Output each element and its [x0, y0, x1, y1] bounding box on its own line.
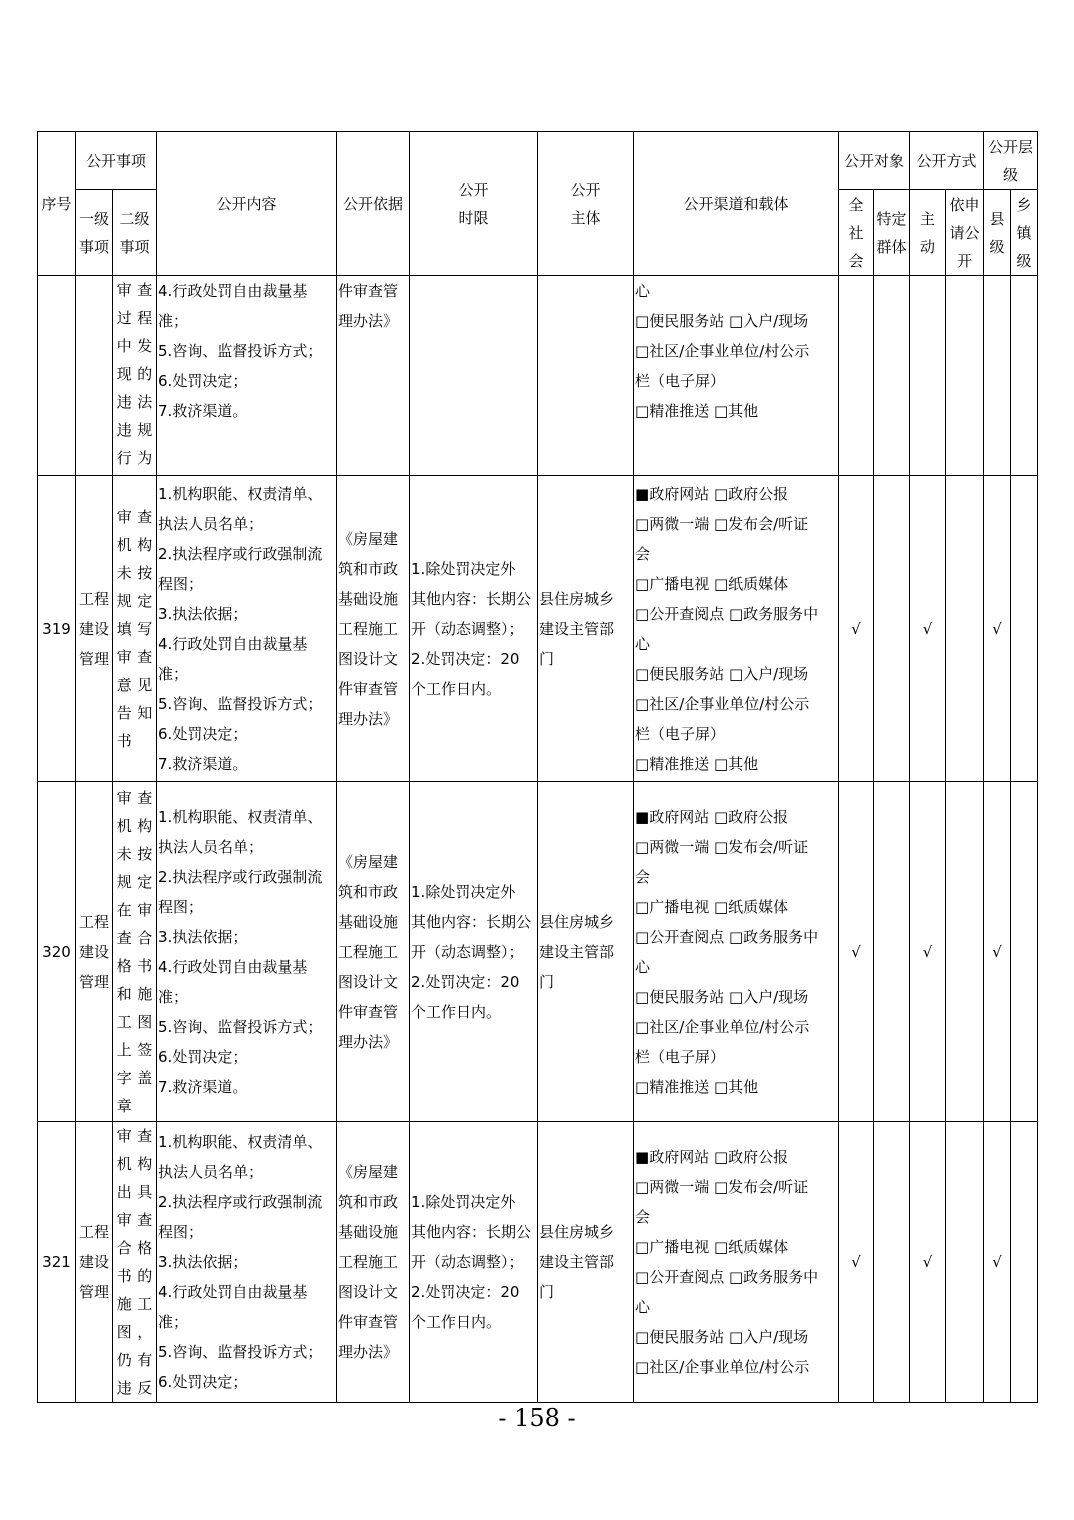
level2-char: 程 [137, 309, 153, 327]
cell-method-active-check: √ [910, 782, 946, 1122]
cell-level1: 工程 建设 管理 [76, 782, 113, 1122]
cell-level1: 工程 建设 管理 [76, 476, 113, 782]
cell-obj-all-check: √ [839, 476, 874, 782]
level2-char: 合 [137, 928, 153, 947]
channel-line: □社区/企事业单位/村公示 [635, 694, 810, 713]
level2-char: 见 [137, 675, 153, 694]
disclosure-table [37, 131, 1038, 1403]
channel-line: □便民服务站 □入户/现场 [635, 312, 809, 330]
cell-time-limit: 1.除处罚决定外 其他内容：长期公 开（动态调整）； 2.处罚决定：20 个工作日内。 [410, 782, 538, 1122]
channel-line: 会 [635, 544, 651, 563]
level2-char [135, 1092, 156, 1120]
level2-char: 审 [116, 1127, 132, 1145]
level2-char: 中 [116, 337, 132, 355]
cell-level2 [113, 476, 157, 782]
level2-char: 违 [116, 393, 132, 411]
level2-char: 在 [116, 900, 132, 919]
channel-line: □两微一端 □发布会/听证 [635, 837, 809, 856]
cell-level-county-check: √ [984, 782, 1011, 1122]
cell-obj-all-check [839, 276, 874, 476]
level2-char: 审 [116, 507, 132, 526]
cell-seq: 321 [38, 1122, 76, 1403]
level2-char: 按 [137, 844, 153, 863]
level2-char: 机 [116, 535, 132, 554]
level2-char: 书 [137, 956, 153, 975]
level2-char: 合 [116, 1239, 132, 1257]
level2-char: 知 [137, 703, 153, 722]
level2-char: 上 [116, 1040, 132, 1059]
cell-subject: 县住房城乡 建设主管部 门 [538, 476, 634, 782]
cell-level1 [76, 276, 113, 476]
header-level2: 二级 事项 [113, 190, 157, 276]
header-items-group: 公开事项 [76, 132, 157, 190]
header-channel: 公开渠道和载体 [634, 132, 839, 276]
header-level-county: 县 级 [984, 190, 1011, 276]
channel-line: 栏（电子屏） [635, 372, 726, 390]
level2-char: 填 [116, 619, 132, 638]
channel-line: □便民服务站 □入户/现场 [635, 987, 809, 1006]
cell-level2 [113, 782, 157, 1122]
level2-char: 定 [137, 591, 153, 610]
cell-subject: 县住房城乡 建设主管部 门 [538, 1122, 634, 1403]
level2-char: 审 [137, 900, 153, 919]
level2-char: 规 [116, 872, 132, 891]
cell-time-limit [410, 276, 538, 476]
level2-char: 审 [116, 647, 132, 666]
page-number: - 158 - [498, 1404, 576, 1432]
level2-char: 法 [137, 393, 153, 411]
level2-char: 书 [116, 1267, 132, 1285]
channel-line: 栏（电子屏） [635, 724, 726, 743]
level2-text-grid [114, 784, 155, 1120]
header-method-apply: 依申 请公 开 [946, 190, 984, 276]
level2-char: 查 [137, 647, 153, 666]
cell-channel [634, 476, 839, 782]
level2-char: 图 [137, 1012, 153, 1031]
channel-line: 心 [635, 634, 651, 653]
channel-line: □广播电视 □纸质媒体 [635, 1238, 789, 1256]
level2-char: 查 [116, 928, 132, 947]
cell-basis: 件审查管 理办法》 [337, 276, 410, 476]
header-obj-all: 全 社 会 [839, 190, 874, 276]
cell-level1: 工程 建设 管理 [76, 1122, 113, 1403]
cell-method-apply-check [946, 1122, 984, 1403]
level2-text-grid [114, 276, 155, 472]
cell-subject: 县住房城乡 建设主管部 门 [538, 782, 634, 1122]
level2-char: 图 [116, 1323, 132, 1341]
channel-line: 心 [635, 957, 651, 976]
cell-basis: 《房屋建 筑和市政 基础设施 工程施工 图设计文 件审查管 理办法》 [337, 1122, 410, 1403]
channel-line: ■政府网站 □政府公报 [635, 807, 789, 826]
cell-time-limit: 1.除处罚决定外 其他内容：长期公 开（动态调整）； 2.处罚决定：20 个工作日内。 [410, 476, 538, 782]
level2-text-grid [114, 1122, 155, 1402]
channel-line: ■政府网站 □政府公报 [635, 1148, 789, 1166]
channel-line: □公开查阅点 □政务服务中 [635, 604, 819, 623]
level2-char: 格 [116, 956, 132, 975]
channel-line: □公开查阅点 □政务服务中 [635, 1268, 819, 1286]
header-time-limit: 公开 时限 [410, 132, 538, 276]
level2-char: 机 [116, 1155, 132, 1173]
cell-level-town-check [1011, 476, 1038, 782]
header-content: 公开内容 [157, 132, 337, 276]
level2-char: 规 [137, 421, 153, 439]
channel-line: 心 [635, 282, 651, 300]
cell-content: 4.行政处罚自由裁量基准； 5.咨询、监督投诉方式； 6.处罚决定； 7.救济渠道。 [157, 276, 337, 476]
level2-char: 审 [116, 1211, 132, 1229]
level2-char: 的 [137, 365, 153, 383]
cell-level2 [113, 276, 157, 476]
level2-char: 过 [116, 309, 132, 327]
header-object-group: 公开对象 [839, 132, 910, 190]
cell-method-active-check: √ [910, 476, 946, 782]
level2-char: 格 [137, 1239, 153, 1257]
level2-char: 反 [137, 1379, 153, 1397]
header-seq: 序号 [38, 132, 76, 276]
level2-char: 查 [137, 507, 153, 526]
level2-char: 违 [116, 1379, 132, 1397]
channel-line: 会 [635, 1208, 651, 1226]
level2-char: 规 [116, 591, 132, 610]
channel-line: □精准推送 □其他 [635, 1077, 759, 1096]
table-row [38, 476, 1038, 782]
level2-char: 定 [137, 872, 153, 891]
cell-subject [538, 276, 634, 476]
cell-seq: 319 [38, 476, 76, 782]
level2-char: 构 [137, 535, 153, 554]
level2-char: 盖 [137, 1068, 153, 1087]
level2-char: 的 [137, 1267, 153, 1285]
level2-char: 工 [137, 1295, 153, 1313]
cell-obj-specific-check [874, 476, 910, 782]
channel-line: 栏（电子屏） [635, 1047, 726, 1066]
cell-obj-specific-check [874, 276, 910, 476]
level2-char: 工 [116, 1012, 132, 1031]
level2-char: 发 [137, 337, 153, 355]
level2-char: 构 [137, 816, 153, 835]
cell-content: 1.机构职能、权责清单、 执法人员名单； 2.执法程序或行政强制流 程图； 3.执法依据； 4.行政处罚自由裁量基 准； 5.咨询、监督投诉方式； 6.处罚决定； [157, 1122, 337, 1403]
cell-method-active-check: √ [910, 1122, 946, 1403]
header-obj-specific: 特定 群体 [874, 190, 910, 276]
table-row [38, 1122, 1038, 1403]
cell-obj-all-check: √ [839, 782, 874, 1122]
level2-char: 查 [137, 281, 153, 299]
level2-char: 现 [116, 365, 132, 383]
level2-char: 章 [116, 1096, 132, 1115]
table-row [38, 782, 1038, 1122]
cell-channel [634, 1122, 839, 1403]
cell-level-town-check [1011, 1122, 1038, 1403]
header-level-town: 乡 镇 级 [1011, 190, 1038, 276]
channel-line: ■政府网站 □政府公报 [635, 484, 789, 503]
level2-char: 按 [137, 563, 153, 582]
level2-char: 有 [137, 1351, 153, 1369]
channel-line: □便民服务站 □入户/现场 [635, 1328, 809, 1346]
table-body [38, 276, 1038, 1403]
channel-line: □精准推送 □其他 [635, 402, 759, 420]
channel-line: 心 [635, 1298, 651, 1316]
level2-char: 和 [116, 984, 132, 1003]
cell-basis: 《房屋建 筑和市政 基础设施 工程施工 图设计文 件审查管 理办法》 [337, 782, 410, 1122]
header-level1: 一级 事项 [76, 190, 113, 276]
level2-char: 未 [116, 844, 132, 863]
cell-obj-all-check: √ [839, 1122, 874, 1403]
level2-char: 仍 [116, 1351, 132, 1369]
disclosure-table-page [37, 131, 1037, 1403]
level2-char: 行 [116, 449, 132, 467]
level2-char: 查 [137, 1211, 153, 1229]
level2-char: 查 [137, 1127, 153, 1145]
cell-channel [634, 276, 839, 476]
header-method-group: 公开方式 [910, 132, 984, 190]
channel-line: □广播电视 □纸质媒体 [635, 897, 789, 916]
channel-line: □公开查阅点 □政务服务中 [635, 927, 819, 946]
cell-level-county-check [984, 276, 1011, 476]
cell-level-town-check [1011, 276, 1038, 476]
level2-char: 施 [137, 984, 153, 1003]
cell-time-limit: 1.除处罚决定外 其他内容：长期公 开（动态调整）； 2.处罚决定：20 个工作日内。 [410, 1122, 538, 1403]
cell-content: 1.机构职能、权责清单、 执法人员名单； 2.执法程序或行政强制流 程图； 3.执法依据； 4.行政处罚自由裁量基 准； 5.咨询、监督投诉方式； 6.处罚决定； 7.救济渠道。 [157, 476, 337, 782]
level2-char: 签 [137, 1040, 153, 1059]
channel-line: □两微一端 □发布会/听证 [635, 1178, 809, 1196]
cell-content: 1.机构职能、权责清单、 执法人员名单； 2.执法程序或行政强制流 程图； 3.执法依据； 4.行政处罚自由裁量基 准； 5.咨询、监督投诉方式； 6.处罚决定； 7.救济渠道。 [157, 782, 337, 1122]
cell-method-active-check [910, 276, 946, 476]
level2-char: 审 [116, 281, 132, 299]
channel-line: □广播电视 □纸质媒体 [635, 574, 789, 593]
level2-text-grid [114, 503, 155, 755]
level2-char: 写 [137, 619, 153, 638]
cell-method-apply-check [946, 276, 984, 476]
cell-seq [38, 276, 76, 476]
header-level-group: 公开层 级 [984, 132, 1038, 190]
level2-char: 违 [116, 421, 132, 439]
level2-char: 出 [116, 1183, 132, 1201]
level2-char: 具 [137, 1183, 153, 1201]
channel-line: □社区/企事业单位/村公示 [635, 1358, 810, 1376]
cell-obj-specific-check [874, 782, 910, 1122]
table-header [38, 132, 1038, 276]
cell-channel [634, 782, 839, 1122]
channel-line: 会 [635, 867, 651, 886]
level2-char: 施 [116, 1295, 132, 1313]
level2-char: 审 [116, 788, 132, 807]
channel-line: □社区/企事业单位/村公示 [635, 1017, 810, 1036]
channel-line: □两微一端 □发布会/听证 [635, 514, 809, 533]
level2-char: 构 [137, 1155, 153, 1173]
cell-level-county-check: √ [984, 1122, 1011, 1403]
cell-level-county-check: √ [984, 476, 1011, 782]
cell-method-apply-check [946, 782, 984, 1122]
cell-level-town-check [1011, 782, 1038, 1122]
cell-method-apply-check [946, 476, 984, 782]
level2-char: 字 [116, 1068, 132, 1087]
level2-char: 查 [137, 788, 153, 807]
channel-line: □社区/企事业单位/村公示 [635, 342, 810, 360]
channel-line: □便民服务站 □入户/现场 [635, 664, 809, 683]
level2-char: 书 [116, 731, 132, 750]
cell-seq: 320 [38, 782, 76, 1122]
cell-level2 [113, 1122, 157, 1403]
table-row [38, 276, 1038, 476]
header-method-active: 主 动 [910, 190, 946, 276]
level2-char: 未 [116, 563, 132, 582]
cell-basis: 《房屋建 筑和市政 基础设施 工程施工 图设计文 件审查管 理办法》 [337, 476, 410, 782]
level2-char: ， [137, 1323, 153, 1341]
level2-char [135, 727, 156, 755]
level2-char: 意 [116, 675, 132, 694]
channel-line: □精准推送 □其他 [635, 754, 759, 773]
header-basis: 公开依据 [337, 132, 410, 276]
cell-obj-specific-check [874, 1122, 910, 1403]
level2-char: 为 [137, 449, 153, 467]
header-subject: 公开 主体 [538, 132, 634, 276]
level2-char: 告 [116, 703, 132, 722]
level2-char: 机 [116, 816, 132, 835]
